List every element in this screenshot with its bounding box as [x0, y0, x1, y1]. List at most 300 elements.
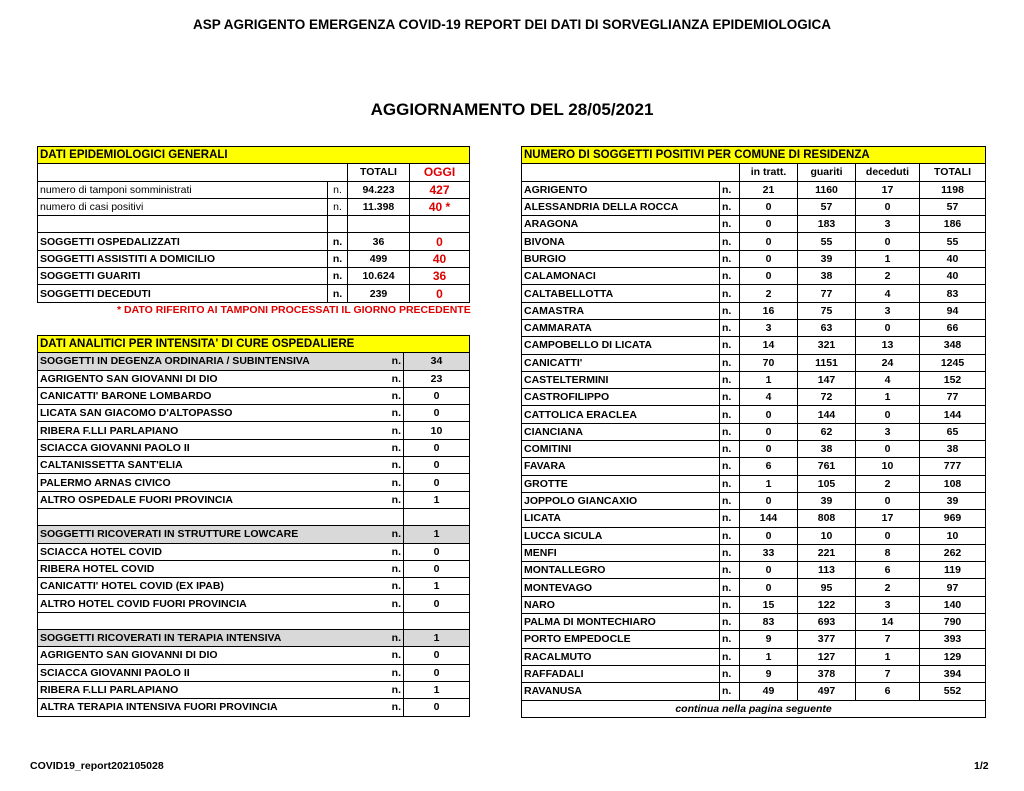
totali-column-header: TOTALI: [348, 164, 410, 181]
municipality-row: [522, 579, 986, 596]
municipality-name: GROTTE: [522, 475, 720, 492]
general-row-totali: [348, 216, 410, 233]
municipality-name: PORTO EMPEDOCLE: [522, 631, 720, 648]
hospital-row-value: 0: [404, 457, 470, 474]
hospital-row-label: AGRIGENTO SAN GIOVANNI DI DIO: [38, 370, 368, 387]
municipality-positives-table: [521, 146, 986, 718]
footnote-processed-swabs: * DATO RIFERITO AI TAMPONI PROCESSATI IL GIORNO PRECEDENTE: [117, 304, 471, 316]
municipality-row: [522, 181, 986, 198]
municipality-totali: 1245: [920, 354, 986, 371]
general-row-label: SOGGETTI DECEDUTI: [38, 285, 328, 302]
municipality-in-trattamento: 0: [740, 250, 798, 267]
general-row-totali: 239: [348, 285, 410, 302]
general-row-n: n.: [328, 285, 348, 302]
general-row-label: numero di tamponi somministrati: [38, 181, 328, 198]
hospital-row: [38, 681, 470, 698]
municipality-n: n.: [720, 475, 740, 492]
hospital-row: [38, 491, 470, 508]
municipality-totali: 40: [920, 250, 986, 267]
general-row-oggi: 40 *: [410, 198, 470, 215]
hospital-row: [38, 578, 470, 595]
hospital-row-value: 1: [404, 578, 470, 595]
municipality-name: CASTROFILIPPO: [522, 389, 720, 406]
hospital-row: [38, 526, 470, 543]
municipality-name: RACALMUTO: [522, 648, 720, 665]
hospital-row: [38, 664, 470, 681]
hospital-row: [38, 699, 470, 716]
hospital-row-n: n.: [368, 699, 404, 716]
municipality-guariti: 75: [798, 302, 856, 319]
general-row-oggi: 0: [410, 233, 470, 250]
hospital-row-label: AGRIGENTO SAN GIOVANNI DI DIO: [38, 647, 368, 664]
municipality-n: n.: [720, 441, 740, 458]
municipality-in-trattamento: 83: [740, 614, 798, 631]
municipality-in-trattamento: 9: [740, 665, 798, 682]
hospital-row-value: 1: [404, 630, 470, 647]
municipality-n: n.: [720, 510, 740, 527]
hospital-blank-cell: [38, 508, 404, 525]
municipality-row: [522, 319, 986, 336]
municipality-name: CATTOLICA ERACLEA: [522, 406, 720, 423]
hospital-row: [38, 457, 470, 474]
municipality-totali: 790: [920, 614, 986, 631]
hospital-row-value: 1: [404, 681, 470, 698]
general-data-row: [38, 285, 470, 302]
hospital-row-n: n.: [368, 647, 404, 664]
municipality-deceduti: 1: [856, 250, 920, 267]
municipality-row: [522, 492, 986, 509]
municipality-deceduti: 4: [856, 285, 920, 302]
municipality-in-trattamento: 16: [740, 302, 798, 319]
municipality-deceduti: 17: [856, 510, 920, 527]
municipality-name: CANICATTI': [522, 354, 720, 371]
municipality-name: LUCCA SICULA: [522, 527, 720, 544]
municipality-deceduti: 13: [856, 337, 920, 354]
hospital-row-label: ALTRO OSPEDALE FUORI PROVINCIA: [38, 491, 368, 508]
municipality-row: [522, 371, 986, 388]
municipality-row: [522, 406, 986, 423]
municipality-guariti: 62: [798, 423, 856, 440]
municipality-guariti: 95: [798, 579, 856, 596]
municipality-deceduti: 7: [856, 665, 920, 682]
col-deceduti: deceduti: [856, 164, 920, 181]
municipality-row: [522, 544, 986, 561]
municipality-n: n.: [720, 562, 740, 579]
general-row-n: n.: [328, 250, 348, 267]
municipality-row: [522, 562, 986, 579]
municipality-name: MENFI: [522, 544, 720, 561]
municipality-deceduti: 6: [856, 683, 920, 700]
col-guariti: guariti: [798, 164, 856, 181]
general-row-n: n.: [328, 268, 348, 285]
municipality-in-trattamento: 0: [740, 441, 798, 458]
municipality-n: n.: [720, 285, 740, 302]
hospital-row-value: 34: [404, 353, 470, 370]
hospital-row-n: n.: [368, 526, 404, 543]
municipality-in-trattamento: 9: [740, 631, 798, 648]
continue-note: continua nella pagina seguente: [522, 700, 986, 717]
municipality-name: ARAGONA: [522, 216, 720, 233]
municipality-totali: 108: [920, 475, 986, 492]
municipality-n: n.: [720, 544, 740, 561]
hospital-row-label: LICATA SAN GIACOMO D'ALTOPASSO: [38, 405, 368, 422]
hospital-row: [38, 387, 470, 404]
municipality-guariti: 113: [798, 562, 856, 579]
municipality-name: NARO: [522, 596, 720, 613]
hospital-row-n: n.: [368, 630, 404, 647]
municipality-name: BIVONA: [522, 233, 720, 250]
municipality-n: n.: [720, 614, 740, 631]
hospital-row-value: 0: [404, 474, 470, 491]
municipality-row: [522, 354, 986, 371]
municipality-guariti: 10: [798, 527, 856, 544]
municipality-row: [522, 614, 986, 631]
municipality-totali: 77: [920, 389, 986, 406]
municipality-name: CALAMONACI: [522, 268, 720, 285]
municipality-row: [522, 233, 986, 250]
municipality-deceduti: 17: [856, 181, 920, 198]
municipality-name: AGRIGENTO: [522, 181, 720, 198]
municipality-name: JOPPOLO GIANCAXIO: [522, 492, 720, 509]
general-data-row: [38, 250, 470, 267]
municipality-name: FAVARA: [522, 458, 720, 475]
municipality-totali: 57: [920, 198, 986, 215]
municipality-name: LICATA: [522, 510, 720, 527]
hospital-row-value: 23: [404, 370, 470, 387]
municipality-guariti: 693: [798, 614, 856, 631]
hospital-row-n: n.: [368, 370, 404, 387]
municipality-in-trattamento: 15: [740, 596, 798, 613]
municipality-n: n.: [720, 631, 740, 648]
hospital-care-header: DATI ANALITICI PER INTENSITA' DI CURE OSPEDALIERE: [38, 336, 470, 353]
municipality-row: [522, 302, 986, 319]
municipality-n: n.: [720, 371, 740, 388]
municipality-totali: 129: [920, 648, 986, 665]
municipality-in-trattamento: 1: [740, 648, 798, 665]
hospital-row-value: 0: [404, 595, 470, 612]
footer-page-number: 1/2: [974, 760, 989, 772]
municipality-guariti: 378: [798, 665, 856, 682]
municipality-row: [522, 285, 986, 302]
municipality-totali: 66: [920, 319, 986, 336]
general-row-oggi: 0: [410, 285, 470, 302]
municipality-totali: 94: [920, 302, 986, 319]
municipality-n: n.: [720, 596, 740, 613]
general-row-totali: 11.398: [348, 198, 410, 215]
municipality-name: CIANCIANA: [522, 423, 720, 440]
municipality-deceduti: 14: [856, 614, 920, 631]
municipality-n: n.: [720, 683, 740, 700]
hospital-row-label: SOGGETTI IN DEGENZA ORDINARIA / SUBINTENSIVA: [38, 353, 368, 370]
hospital-row: [38, 474, 470, 491]
municipality-in-trattamento: 0: [740, 268, 798, 285]
municipality-row: [522, 631, 986, 648]
municipality-guariti: 38: [798, 441, 856, 458]
general-row-n: n.: [328, 233, 348, 250]
municipality-totali: 119: [920, 562, 986, 579]
municipality-deceduti: 0: [856, 233, 920, 250]
hospital-row: [38, 508, 470, 525]
hospital-row-n: n.: [368, 439, 404, 456]
municipality-n: n.: [720, 250, 740, 267]
hospital-row-label: SCIACCA GIOVANNI PAOLO II: [38, 664, 368, 681]
municipality-n: n.: [720, 458, 740, 475]
municipality-name: BURGIO: [522, 250, 720, 267]
general-row-oggi: 40: [410, 250, 470, 267]
municipality-guariti: 38: [798, 268, 856, 285]
municipality-in-trattamento: 0: [740, 216, 798, 233]
municipality-totali: 186: [920, 216, 986, 233]
hospital-row: [38, 353, 470, 370]
hospital-row-label: CALTANISSETTA SANT'ELIA: [38, 457, 368, 474]
municipality-name: RAVANUSA: [522, 683, 720, 700]
municipality-totali: 1198: [920, 181, 986, 198]
footer-filename: COVID19_report202105028: [30, 760, 164, 772]
hospital-row: [38, 630, 470, 647]
municipality-totali: 10: [920, 527, 986, 544]
municipality-guariti: 221: [798, 544, 856, 561]
municipality-in-trattamento: 0: [740, 562, 798, 579]
col-totali: TOTALI: [920, 164, 986, 181]
general-data-row: [38, 181, 470, 198]
municipality-in-trattamento: 70: [740, 354, 798, 371]
municipality-row: [522, 337, 986, 354]
municipality-deceduti: 3: [856, 216, 920, 233]
municipality-deceduti: 4: [856, 371, 920, 388]
municipality-name: CAMASTRA: [522, 302, 720, 319]
municipality-in-trattamento: 14: [740, 337, 798, 354]
municipality-name: RAFFADALI: [522, 665, 720, 682]
municipality-row: [522, 423, 986, 440]
municipality-n: n.: [720, 181, 740, 198]
municipality-deceduti: 6: [856, 562, 920, 579]
hospital-row-label: SOGGETTI RICOVERATI IN TERAPIA INTENSIVA: [38, 630, 368, 647]
municipality-totali: 144: [920, 406, 986, 423]
municipality-totali: 55: [920, 233, 986, 250]
municipality-name: CASTELTERMINI: [522, 371, 720, 388]
municipality-guariti: 77: [798, 285, 856, 302]
municipality-guariti: 377: [798, 631, 856, 648]
municipality-deceduti: 0: [856, 441, 920, 458]
municipality-deceduti: 2: [856, 475, 920, 492]
general-row-totali: 36: [348, 233, 410, 250]
general-data-table: [37, 146, 470, 303]
general-row-totali: 10.624: [348, 268, 410, 285]
hospital-row: [38, 560, 470, 577]
municipality-deceduti: 24: [856, 354, 920, 371]
hospital-row: [38, 612, 470, 629]
general-data-row: [38, 216, 470, 233]
municipality-n: n.: [720, 579, 740, 596]
hospital-row-value: 0: [404, 664, 470, 681]
hospital-blank-cell: [38, 612, 404, 629]
hospital-blank-value: [404, 612, 470, 629]
hospital-row-label: PALERMO ARNAS CIVICO: [38, 474, 368, 491]
hospital-row-value: 0: [404, 560, 470, 577]
hospital-row-label: SOGGETTI RICOVERATI IN STRUTTURE LOWCARE: [38, 526, 368, 543]
municipality-row: [522, 596, 986, 613]
municipality-in-trattamento: 1: [740, 475, 798, 492]
municipality-totali: 777: [920, 458, 986, 475]
municipality-deceduti: 0: [856, 198, 920, 215]
general-row-totali: 499: [348, 250, 410, 267]
municipality-deceduti: 2: [856, 268, 920, 285]
municipality-name: MONTALLEGRO: [522, 562, 720, 579]
municipality-in-trattamento: 49: [740, 683, 798, 700]
hospital-row: [38, 439, 470, 456]
municipality-guariti: 57: [798, 198, 856, 215]
report-date-heading: AGGIORNAMENTO DEL 28/05/2021: [370, 100, 654, 119]
hospital-row-n: n.: [368, 560, 404, 577]
municipality-totali: 393: [920, 631, 986, 648]
hospital-row-n: n.: [368, 543, 404, 560]
hospital-row-label: SCIACCA HOTEL COVID: [38, 543, 368, 560]
general-row-n: [328, 216, 348, 233]
general-data-header: DATI EPIDEMIOLOGICI GENERALI: [38, 147, 470, 164]
hospital-row-value: 1: [404, 526, 470, 543]
municipality-n: n.: [720, 648, 740, 665]
hospital-row-label: SCIACCA GIOVANNI PAOLO II: [38, 439, 368, 456]
hospital-row-n: n.: [368, 595, 404, 612]
municipality-n: n.: [720, 302, 740, 319]
municipality-in-trattamento: 0: [740, 233, 798, 250]
general-row-oggi: [410, 216, 470, 233]
hospital-row-n: n.: [368, 664, 404, 681]
municipality-row: [522, 441, 986, 458]
hospital-row-label: RIBERA F.LLI PARLAPIANO: [38, 681, 368, 698]
municipality-in-trattamento: 3: [740, 319, 798, 336]
hospital-row-n: n.: [368, 422, 404, 439]
municipality-n: n.: [720, 406, 740, 423]
municipality-totali: 65: [920, 423, 986, 440]
hospital-row-label: ALTRO HOTEL COVID FUORI PROVINCIA: [38, 595, 368, 612]
general-data-row: [38, 268, 470, 285]
municipality-totali: 152: [920, 371, 986, 388]
municipality-header: NUMERO DI SOGGETTI POSITIVI PER COMUNE DI RESIDENZA: [522, 147, 986, 164]
hospital-row-value: 0: [404, 405, 470, 422]
hospital-row: [38, 370, 470, 387]
municipality-n: n.: [720, 337, 740, 354]
municipality-n: n.: [720, 492, 740, 509]
general-row-label: SOGGETTI ASSISTITI A DOMICILIO: [38, 250, 328, 267]
municipality-guariti: 127: [798, 648, 856, 665]
municipality-deceduti: 0: [856, 527, 920, 544]
municipality-in-trattamento: 0: [740, 492, 798, 509]
general-row-label: SOGGETTI GUARITI: [38, 268, 328, 285]
municipality-deceduti: 3: [856, 423, 920, 440]
municipality-guariti: 147: [798, 371, 856, 388]
municipality-n: n.: [720, 389, 740, 406]
col-in-trattamento: in tratt.: [740, 164, 798, 181]
municipality-guariti: 39: [798, 250, 856, 267]
municipality-totali: 83: [920, 285, 986, 302]
hospital-row: [38, 405, 470, 422]
municipality-totali: 262: [920, 544, 986, 561]
municipality-in-trattamento: 21: [740, 181, 798, 198]
municipality-name: CAMPOBELLO DI LICATA: [522, 337, 720, 354]
hospital-blank-value: [404, 508, 470, 525]
hospital-row-value: 0: [404, 647, 470, 664]
municipality-totali: 969: [920, 510, 986, 527]
municipality-row: [522, 198, 986, 215]
municipality-totali: 39: [920, 492, 986, 509]
municipality-totali: 348: [920, 337, 986, 354]
hospital-row-value: 0: [404, 387, 470, 404]
general-row-label: [38, 216, 328, 233]
municipality-guariti: 55: [798, 233, 856, 250]
municipality-guariti: 1160: [798, 181, 856, 198]
municipality-name: COMITINI: [522, 441, 720, 458]
municipality-n: n.: [720, 665, 740, 682]
municipality-guariti: 122: [798, 596, 856, 613]
municipality-deceduti: 2: [856, 579, 920, 596]
hospital-row: [38, 422, 470, 439]
municipality-guariti: 39: [798, 492, 856, 509]
hospital-row-label: CANICATTI' BARONE LOMBARDO: [38, 387, 368, 404]
municipality-n: n.: [720, 233, 740, 250]
municipality-guariti: 183: [798, 216, 856, 233]
hospital-row-label: RIBERA HOTEL COVID: [38, 560, 368, 577]
municipality-name: ALESSANDRIA DELLA ROCCA: [522, 198, 720, 215]
hospital-row-n: n.: [368, 681, 404, 698]
municipality-deceduti: 1: [856, 389, 920, 406]
general-row-oggi: 427: [410, 181, 470, 198]
municipality-name: MONTEVAGO: [522, 579, 720, 596]
municipality-in-trattamento: 33: [740, 544, 798, 561]
municipality-deceduti: 1: [856, 648, 920, 665]
municipality-in-trattamento: 0: [740, 579, 798, 596]
municipality-row: [522, 389, 986, 406]
hospital-row-label: CANICATTI' HOTEL COVID (EX IPAB): [38, 578, 368, 595]
municipality-totali: 140: [920, 596, 986, 613]
hospital-row-n: n.: [368, 457, 404, 474]
oggi-column-header: OGGI: [410, 164, 470, 181]
municipality-deceduti: 3: [856, 596, 920, 613]
hospital-row-n: n.: [368, 387, 404, 404]
municipality-row: [522, 250, 986, 267]
report-title: ASP AGRIGENTO EMERGENZA COVID-19 REPORT DEI DATI DI SORVEGLIANZA EPIDEMIOLOGICA: [192, 17, 832, 32]
general-row-label: SOGGETTI OSPEDALIZZATI: [38, 233, 328, 250]
municipality-guariti: 105: [798, 475, 856, 492]
municipality-guariti: 144: [798, 406, 856, 423]
general-row-n: n.: [328, 198, 348, 215]
municipality-deceduti: 8: [856, 544, 920, 561]
municipality-row: [522, 216, 986, 233]
municipality-deceduti: 10: [856, 458, 920, 475]
municipality-row: [522, 665, 986, 682]
municipality-name: PALMA DI MONTECHIARO: [522, 614, 720, 631]
hospital-row-n: n.: [368, 474, 404, 491]
municipality-totali: 97: [920, 579, 986, 596]
general-row-oggi: 36: [410, 268, 470, 285]
hospital-row-value: 0: [404, 543, 470, 560]
municipality-row: [522, 268, 986, 285]
hospital-row-n: n.: [368, 491, 404, 508]
municipality-totali: 38: [920, 441, 986, 458]
hospital-row: [38, 595, 470, 612]
hospital-row-label: RIBERA F.LLI PARLAPIANO: [38, 422, 368, 439]
hospital-row: [38, 543, 470, 560]
municipality-row: [522, 683, 986, 700]
hospital-row-value: 0: [404, 439, 470, 456]
municipality-deceduti: 0: [856, 406, 920, 423]
municipality-guariti: 72: [798, 389, 856, 406]
hospital-row-n: n.: [368, 405, 404, 422]
hospital-row-label: ALTRA TERAPIA INTENSIVA FUORI PROVINCIA: [38, 699, 368, 716]
hospital-row-value: 10: [404, 422, 470, 439]
municipality-in-trattamento: 0: [740, 406, 798, 423]
hospital-row-value: 1: [404, 491, 470, 508]
